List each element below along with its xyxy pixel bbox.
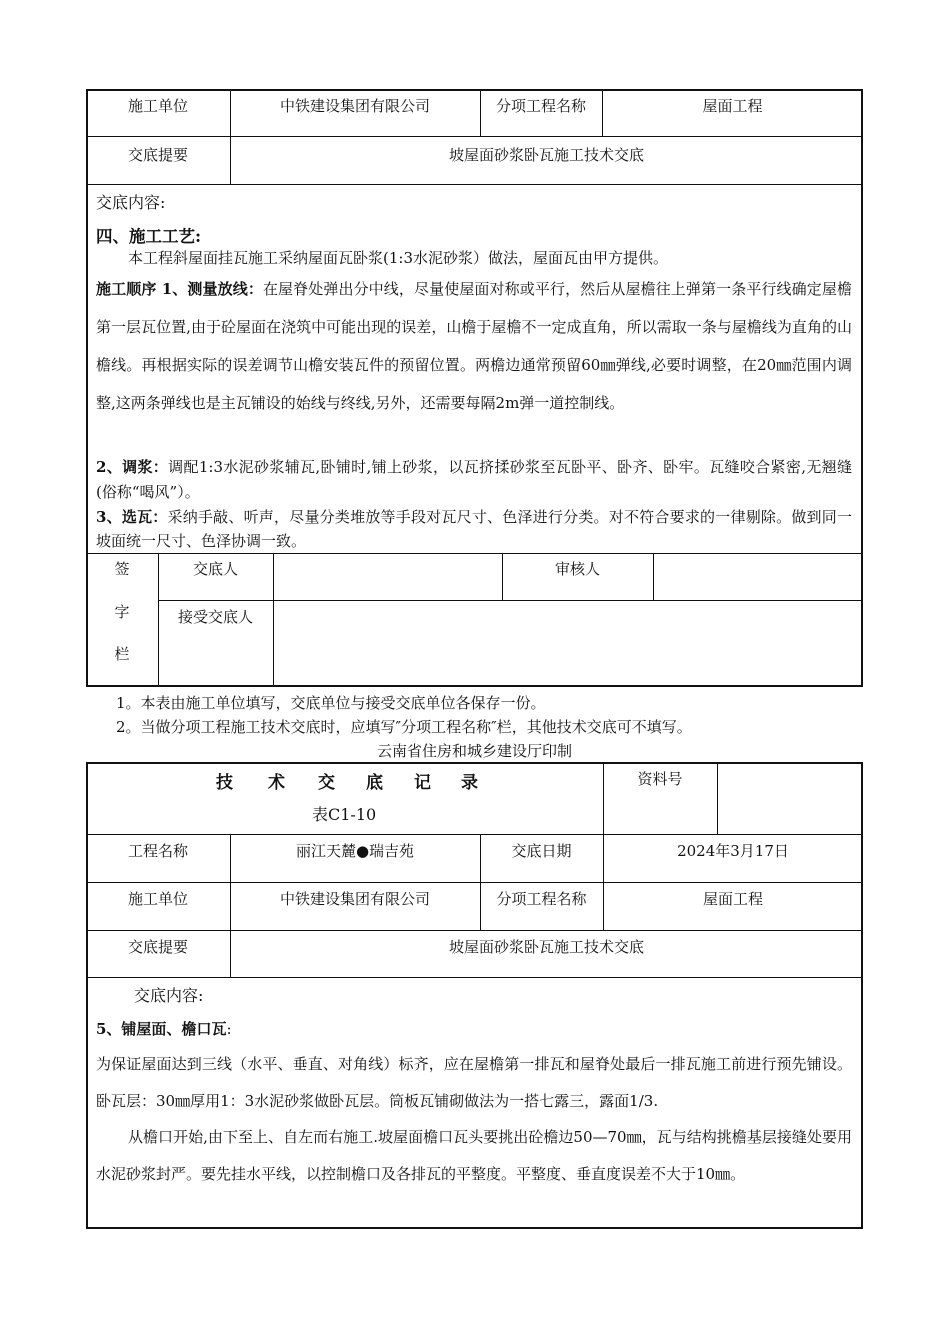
sub-project-label: 分项工程名称 [496, 890, 587, 908]
construction-unit-label: 施工单位 [127, 97, 188, 115]
content-paragraph-2: 从檐口开始,由下至上、自左而右施工.坡屋面檐口瓦头要挑出砼檐边50—70㎜，瓦与结构挑檐基层接缝处要用水泥砂浆封严。要先挂水平线，以控制檐口及各排瓦的平整度。平整度、垂直度误差不大于10㎜。 [96, 1128, 852, 1183]
step-2-paragraph [96, 455, 852, 505]
note: 1。本表由施工单位填写，交底单位与接受交底单位各保存一份。 [116, 694, 546, 712]
intro-paragraph: 本工程斜屋面挂瓦施工采纳屋面瓦卧浆(1:3水泥砂浆）做法，屋面瓦由甲方提供。 [128, 249, 668, 267]
summary-label: 交底提要 [127, 938, 188, 956]
sub-project-value: 屋面工程 [702, 890, 763, 908]
divider [86, 834, 863, 835]
sign-column-char: 字 [114, 603, 130, 621]
reviewer-label: 审核人 [554, 560, 600, 578]
construction-unit-value: 中铁建设集团有限公司 [279, 890, 430, 908]
step-2-text: 调配1:3水泥砂浆辅瓦,卧铺时,铺上砂浆，以瓦挤揉砂浆至瓦卧平、卧齐、卧牢。瓦缝咬合紧密,无翘缝(俗称“喝风”）。 [96, 458, 853, 501]
receiver-label: 接受交底人 [177, 608, 253, 626]
content-label: 交底内容: [96, 193, 166, 212]
form-title-char: 术 [268, 773, 285, 793]
form-title-char: 底 [366, 773, 383, 793]
construction-unit-label: 施工单位 [127, 890, 188, 908]
section-colon: : [226, 1020, 232, 1038]
divider [86, 977, 863, 978]
sign-column-char: 签 [114, 560, 130, 578]
construction-unit-value: 中铁建设集团有限公司 [279, 97, 430, 115]
form-number: 表C1-10 [312, 805, 377, 824]
giver-label: 交底人 [192, 560, 238, 578]
divider [653, 553, 654, 601]
date-value: 2024年3月17日 [677, 842, 789, 860]
step-2-heading: 2、调浆： [96, 458, 169, 476]
section-title: 5、铺屋面、檐口瓦 [96, 1020, 227, 1038]
sub-project-label: 分项工程名称 [495, 97, 586, 115]
step-3-text: 采纳手敲、听声，尽量分类堆放等手段对瓦尺寸、色泽进行分类。对不符合要求的一律剔除。做到同一坡面统一尺寸、色泽协调一致。 [96, 508, 852, 550]
section-title: 四、施工工艺: [96, 227, 202, 246]
step-1-text: 在屋脊处弹出分中线，尽量使屋面对称或平行，然后从屋檐往上弹第一条平行线确定屋檐第一层瓦位置,由于砼屋面在浇筑中可能出现的误差，山檐于屋檐不一定成直角，所以需取一条与屋檐线为直角的山檐线。再根据实际的误差调节山檐安装瓦件的预留位置。两檐边通常预留60㎜弹线,必要时调整，在20㎜范围内调整,这两条弹线也是主瓦铺设的始线与终线,另外，还需要每隔2m弹一道控制线。 [96, 280, 852, 412]
divider [86, 930, 863, 931]
summary-label: 交底提要 [127, 146, 188, 164]
divider [158, 600, 863, 601]
date-label: 交底日期 [511, 842, 572, 860]
data-no-label: 资料号 [637, 770, 683, 788]
sub-project-value: 屋面工程 [702, 97, 763, 115]
step-1-heading: 施工顺序 1、测量放线： [96, 280, 263, 298]
divider [86, 553, 863, 554]
form-title-char: 记 [414, 773, 431, 793]
divider [86, 184, 863, 185]
project-name-label: 工程名称 [127, 842, 188, 860]
sign-column-char: 栏 [114, 645, 130, 663]
step-1-paragraph [96, 270, 852, 422]
form-title-char: 交 [318, 773, 335, 793]
content-paragraph-1: 为保证屋面达到三线（水平、垂直、对角线）标齐，应在屋檐第一排瓦和屋脊处最后一排瓦施工前进行预先铺设。卧瓦层：30㎜厚用1：3水泥砂浆做卧瓦层。筒板瓦铺砌做法为一搭七露三，露面1/3. [96, 1055, 852, 1110]
step-3-heading: 3、选瓦： [96, 508, 168, 526]
section-heading [96, 1018, 232, 1039]
note: 2。当做分项工程施工技术交底时，应填写″分项工程名称″栏，其他技术交底可不填写。 [116, 718, 692, 736]
step-3-paragraph [96, 505, 852, 553]
divider [86, 882, 863, 883]
content-label: 交底内容: [134, 986, 204, 1005]
printer-line: 云南省住房和城乡建设厅印制 [376, 742, 572, 760]
summary-value: 坡屋面砂浆卧瓦施工技术交底 [448, 938, 644, 956]
project-name-value: 丽江天麓●瑞吉苑 [295, 842, 415, 860]
form-title-char: 技 [216, 773, 233, 793]
divider [273, 553, 274, 687]
summary-value: 坡屋面砂浆卧瓦施工技术交底 [448, 146, 644, 164]
divider [86, 136, 863, 137]
divider [717, 762, 718, 835]
form-title-char: 录 [461, 773, 478, 793]
